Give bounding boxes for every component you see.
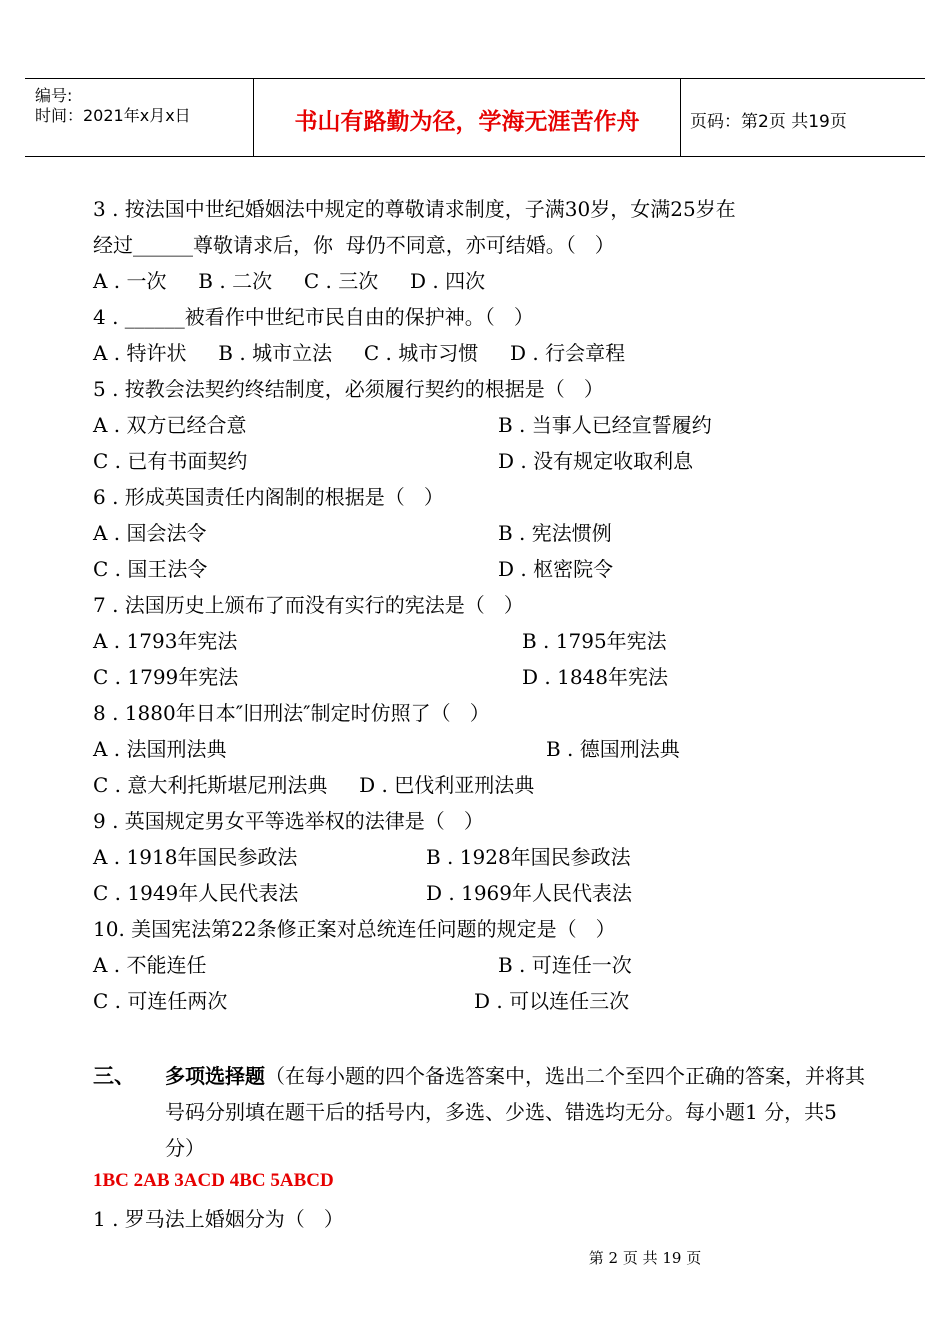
question-6-option-c: C . 国王法令 bbox=[93, 557, 208, 581]
section-description: （在每小题的四个备选答案中，选出二个至四个正确的答案，并将其号码分别填在题干后的括号内，多选、少选、错选均无分。每小题1 分，共5 分） bbox=[165, 1064, 865, 1160]
section-heading bbox=[165, 1058, 865, 1166]
page-footer: 第 2 页 共 19 页 bbox=[588, 1249, 702, 1267]
question-4: 4 . ______被看作中世纪市民自由的保护神。（ ） bbox=[93, 305, 534, 329]
question-4-options: A . 特许状 B . 城市立法 C . 城市习惯 D . 行会章程 bbox=[93, 341, 626, 365]
header-meta-cell bbox=[25, 79, 253, 156]
question-3-line-1: 3 . 按法国中世纪婚姻法中规定的尊敬请求制度，子满30岁，女满25岁在 bbox=[93, 197, 736, 221]
question-8: 8 . 1880年日本″旧刑法″制定时仿照了（ ） bbox=[93, 701, 490, 725]
question-8-option-a: A . 法国刑法典 bbox=[93, 737, 227, 761]
question-9-option-b: B . 1928年国民参政法 bbox=[426, 845, 631, 869]
question-7: 7 . 法国历史上颁布了而没有实行的宪法是（ ） bbox=[93, 593, 524, 617]
question-10-option-b: B . 可连任一次 bbox=[498, 953, 632, 977]
question-7-option-a: A . 1793年宪法 bbox=[93, 629, 238, 653]
document-number-label: 编号: bbox=[35, 86, 73, 105]
question-6: 6 . 形成英国责任内阁制的根据是（ ） bbox=[93, 485, 444, 509]
question-6-option-a: A . 国会法令 bbox=[93, 521, 207, 545]
question-10-option-a: A . 不能连任 bbox=[93, 953, 207, 977]
question-8-options-cd: C . 意大利托斯堪尼刑法典 D . 巴伐利亚刑法典 bbox=[93, 773, 535, 797]
question-10-option-d: D . 可以连任三次 bbox=[474, 989, 630, 1013]
question-8-option-b: B . 德国刑法典 bbox=[546, 737, 680, 761]
question-5-option-c: C . 已有书面契约 bbox=[93, 449, 248, 473]
document-time-label: 时间：2021年x月x日 bbox=[35, 106, 191, 125]
question-3-options: A . 一次 B . 二次 C . 三次 D . 四次 bbox=[93, 269, 486, 293]
page-header bbox=[25, 78, 925, 157]
question-7-option-b: B . 1795年宪法 bbox=[522, 629, 667, 653]
question-3-line-2: 经过______尊敬请求后，你 母仍不同意，亦可结婚。（ ） bbox=[93, 233, 615, 257]
question-7-option-d: D . 1848年宪法 bbox=[522, 665, 669, 689]
question-10: 10. 美国宪法第22条修正案对总统连任问题的规定是（ ） bbox=[93, 917, 616, 941]
section-number: 三、 bbox=[93, 1064, 135, 1088]
header-motto: 书山有路勤为径，学海无涯苦作舟 bbox=[294, 109, 640, 135]
header-motto-cell bbox=[253, 79, 681, 156]
question-5: 5 . 按教会法契约终结制度，必须履行契约的根据是（ ） bbox=[93, 377, 604, 401]
question-9-option-d: D . 1969年人民代表法 bbox=[426, 881, 633, 905]
question-6-option-b: B . 宪法惯例 bbox=[498, 521, 612, 545]
answer-key: 1BC 2AB 3ACD 4BC 5ABCD bbox=[93, 1170, 334, 1191]
question-9: 9 . 英国规定男女平等选举权的法律是（ ） bbox=[93, 809, 484, 833]
section-title: 多项选择题 bbox=[165, 1064, 265, 1088]
question-5-option-a: A . 双方已经合意 bbox=[93, 413, 247, 437]
question-9-option-a: A . 1918年国民参政法 bbox=[93, 845, 298, 869]
question-9-option-c: C . 1949年人民代表法 bbox=[93, 881, 299, 905]
question-6-option-d: D . 枢密院令 bbox=[498, 557, 614, 581]
question-5-option-d: D . 没有规定收取利息 bbox=[498, 449, 694, 473]
multi-question-1: 1 . 罗马法上婚姻分为（ ） bbox=[93, 1207, 344, 1231]
question-7-option-c: C . 1799年宪法 bbox=[93, 665, 239, 689]
header-page-label: 页码：第2页 共19页 bbox=[690, 112, 847, 132]
question-5-option-b: B . 当事人已经宣誓履约 bbox=[498, 413, 712, 437]
question-10-option-c: C . 可连任两次 bbox=[93, 989, 228, 1013]
header-page-cell bbox=[680, 79, 925, 156]
